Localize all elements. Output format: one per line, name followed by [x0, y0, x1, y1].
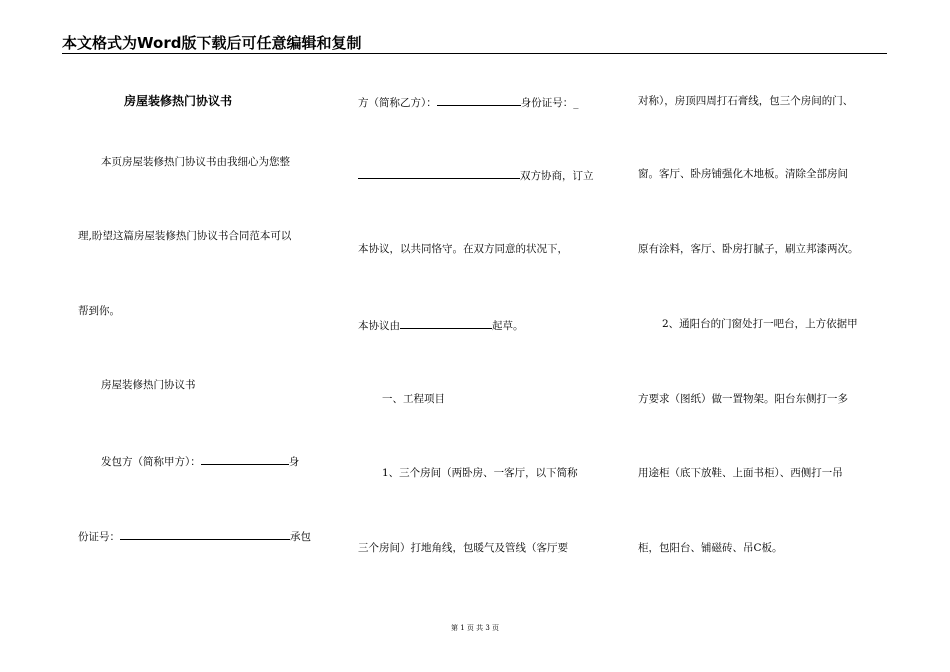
col3-line-3: 原有涂料，客厅、卧房打腻子，刷立邦漆两次。: [638, 243, 859, 255]
drafted-suffix: 起草。: [492, 320, 524, 332]
id-number-suffix: 承包: [290, 531, 311, 543]
item-1-line-2: 三个房间）打地角线，包暖气及管线（客厅要: [358, 542, 568, 554]
page-number-footer: 第 1 页 共 3 页: [450, 624, 500, 632]
party-a-line: [101, 453, 299, 469]
header-divider: [62, 53, 887, 54]
agreement-line: 本协议，以共同恪守。在双方同意的状况下，: [358, 243, 568, 255]
id-number-blank: [120, 528, 290, 540]
negotiation-text: 双方协商，订立: [520, 170, 594, 182]
item-1-line-1: 1、三个房间（两卧房、一客厅，以下简称: [382, 467, 578, 479]
document-title: 房屋装修热门协议书: [124, 94, 233, 108]
page-header-title: 本文格式为Word版下载后可任意编辑和复制: [62, 34, 362, 52]
drafted-line: [358, 317, 524, 333]
item-2-line-2: 方要求（图纸）做一置物架。阳台东侧打一多: [638, 393, 848, 405]
party-b-line: [358, 94, 579, 110]
party-b-blank: [437, 94, 521, 106]
item-2-line-3: 用途柜（底下放鞋、上面书柜）、西侧打一吊: [638, 467, 843, 479]
col3-line-2: 窗。客厅、卧房铺强化木地板。清除全部房间: [638, 168, 848, 180]
id-number-label: 份证号：: [78, 531, 120, 543]
col3-line-1: 对称），房顶四周打石膏线，包三个房间的门、: [638, 95, 854, 107]
party-b-label: 方（简称乙方）：: [358, 97, 437, 109]
agreement-subtitle: 房屋装修热门协议书: [101, 379, 196, 391]
drafted-label: 本协议由: [358, 320, 400, 332]
negotiation-blank: [358, 167, 520, 179]
intro-line-1: 本页房屋装修热门协议书由我细心为您整: [101, 156, 290, 168]
party-b-id-label: 身份证号：_: [520, 97, 579, 109]
party-a-blank: [201, 453, 289, 465]
drafted-blank: [400, 317, 492, 329]
intro-line-2: 理,盼望这篇房屋装修热门协议书合同范本可以: [78, 230, 292, 242]
party-a-label: 发包方（简称甲方）：: [101, 456, 201, 468]
section-heading-project: 一、工程项目: [382, 393, 445, 405]
intro-line-3: 帮到你。: [78, 305, 120, 317]
item-2-line-4: 柜，包阳台、铺磁砖、吊C板。: [638, 542, 783, 554]
id-number-line: [78, 528, 311, 544]
negotiation-line: [358, 167, 594, 183]
item-2-line-1: 2、通阳台的门窗处打一吧台，上方依据甲: [662, 318, 858, 330]
party-a-suffix: 身: [288, 456, 300, 468]
